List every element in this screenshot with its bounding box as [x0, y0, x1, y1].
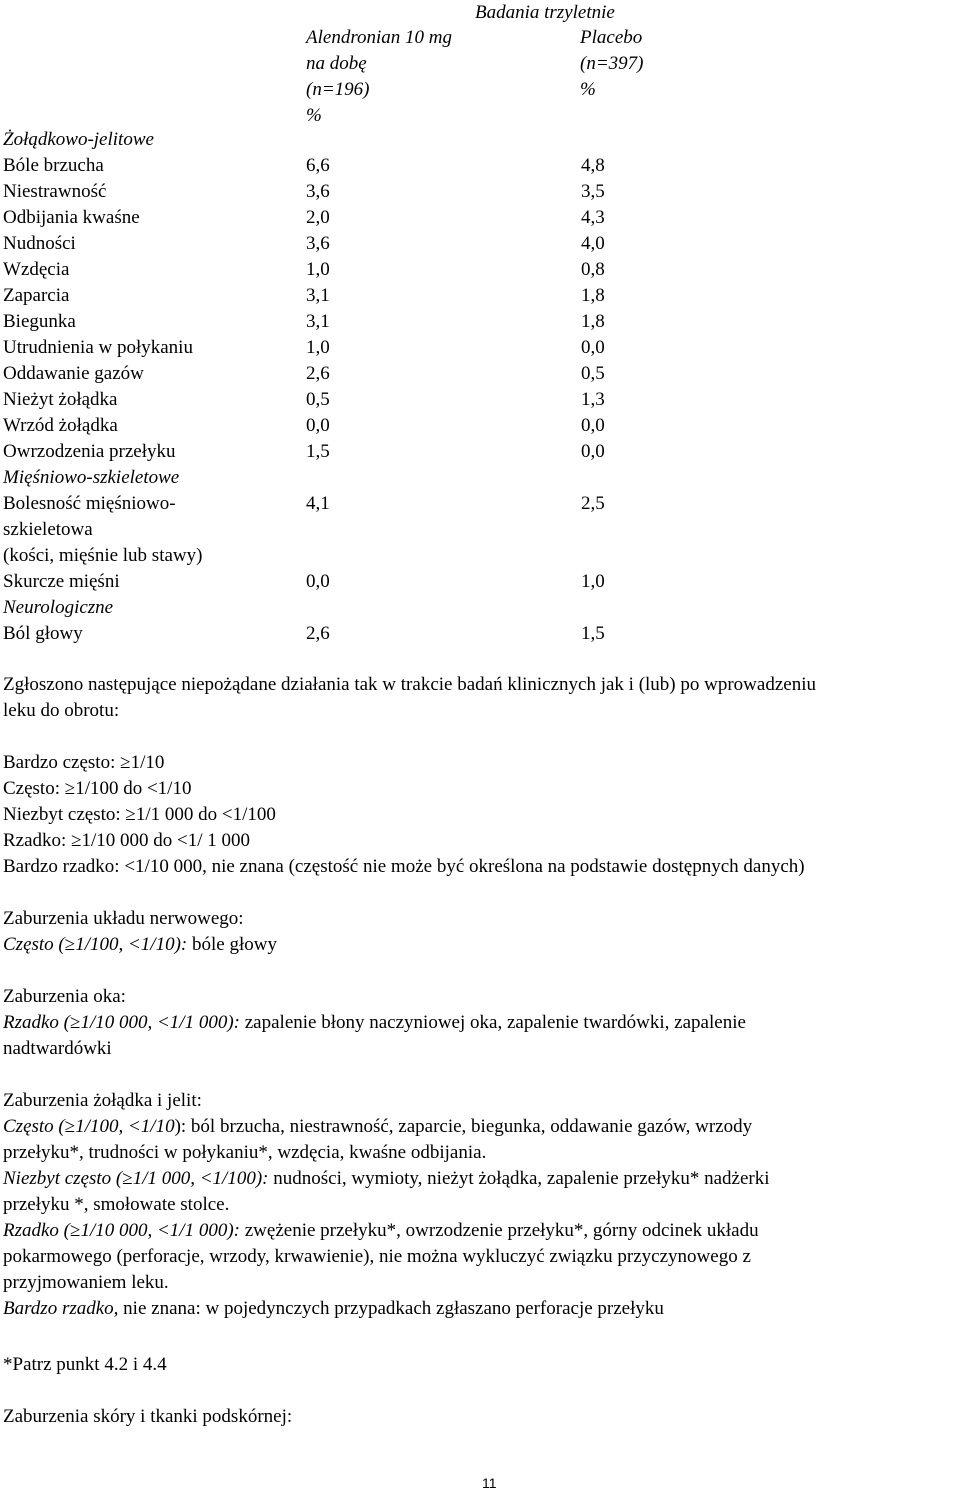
table-row — [3, 205, 953, 231]
effect-text: : w pojedynczych przypadkach zgłaszano perforacje przełyku — [195, 1298, 664, 1319]
nervous-common-line — [3, 932, 953, 958]
col1-header-line4: % — [306, 105, 322, 126]
alendronate-value: 3,1 — [306, 311, 330, 332]
alendronate-value: 0,0 — [306, 415, 330, 436]
freq-label: Niezbyt często: — [3, 804, 126, 825]
category-label: Mięśniowo-szkieletowe — [3, 467, 180, 488]
col1-header-line1: Alendronian 10 mg — [306, 27, 453, 48]
table-study-heading: Badania trzyletnie — [475, 2, 615, 23]
gi-uncommon-line — [3, 1166, 953, 1192]
effect-text: nudności, wymioty, nieżyt żołądka, zapalenie przełyku* nadżerki — [268, 1168, 770, 1189]
freq-label: Rzadko: — [3, 830, 72, 851]
ge-symbol: ≥ — [71, 830, 82, 851]
effect-text: zapalenie błony naczyniowej oka, zapalenie twardówki, zapalenie — [240, 1012, 746, 1033]
row-label: Nudności — [3, 233, 76, 254]
row-label: Wrzód żołądka — [3, 415, 118, 436]
row-label: Bolesność mięśniowo- — [3, 493, 176, 514]
row-label: Owrzodzenia przełyku — [3, 441, 176, 462]
table-row — [3, 309, 953, 335]
col2-header-line2: (n=397) — [580, 53, 644, 74]
table-row — [3, 491, 953, 517]
freq-very-common — [3, 750, 953, 776]
alendronate-value: 2,0 — [306, 207, 330, 228]
placebo-value: 1,8 — [581, 311, 605, 332]
placebo-value: 4,0 — [581, 233, 605, 254]
intro-paragraph — [3, 672, 953, 724]
gi-very-rare-line — [3, 1296, 953, 1322]
freq-rare — [3, 828, 953, 854]
ge-symbol: ≥ — [70, 1220, 81, 1241]
placebo-value: 0,0 — [581, 337, 605, 358]
row-label: Niestrawność — [3, 181, 107, 202]
freq-prefix: Niezbyt często ( — [3, 1168, 123, 1189]
skin-section-heading: Zaburzenia skóry i tkanki podskórnej: — [3, 1406, 293, 1427]
page-number: 11 — [482, 1475, 497, 1491]
row-label: Nieżyt żołądka — [3, 389, 118, 410]
alendronate-value: 3,1 — [306, 285, 330, 306]
freq-very-rare: Bardzo rzadko: <1/10 000, nie znana (częstość nie może być określona na podstawie dostępnych danych) — [3, 856, 805, 877]
table-row — [3, 179, 953, 205]
alendronate-value: 4,1 — [306, 493, 330, 514]
table-category-row — [3, 595, 953, 621]
placebo-value: 1,3 — [581, 389, 605, 410]
table-row — [3, 621, 953, 647]
effect-text: zwężenie przełyku*, owrzodzenie przełyku*, górny odcinek układu — [240, 1220, 759, 1241]
table-row — [3, 335, 953, 361]
freq-value: 1/10 — [130, 752, 165, 773]
table-row — [3, 413, 953, 439]
footnote: *Patrz punkt 4.2 i 4.4 — [3, 1354, 167, 1375]
alendronate-value: 1,0 — [306, 337, 330, 358]
table-row — [3, 569, 953, 595]
placebo-value: 1,5 — [581, 623, 605, 644]
freq-uncommon — [3, 802, 953, 828]
placebo-value: 3,5 — [581, 181, 605, 202]
freq-range: 1/100, <1/10 — [75, 1116, 175, 1137]
freq-range: 1/10 000, <1/1 000): — [80, 1012, 240, 1033]
ge-symbol: ≥ — [70, 1012, 81, 1033]
freq-prefix: Rzadko ( — [3, 1012, 71, 1033]
row-label: Zaparcia — [3, 285, 70, 306]
row-label: Bóle brzucha — [3, 155, 104, 176]
table-category-row — [3, 127, 953, 153]
gi-rare-line — [3, 1218, 953, 1244]
intro-line2: leku do obrotu: — [3, 700, 120, 721]
table-row — [3, 283, 953, 309]
row-label: Biegunka — [3, 311, 76, 332]
alendronate-value: 3,6 — [306, 181, 330, 202]
placebo-value: 0,8 — [581, 259, 605, 280]
nervous-system-section — [3, 906, 953, 958]
gi-section — [3, 1088, 953, 1322]
placebo-value: 0,0 — [581, 441, 605, 462]
row-label: Oddawanie gazów — [3, 363, 144, 384]
alendronate-value: 6,6 — [306, 155, 330, 176]
effect-text: ): ból brzucha, niestrawność, zaparcie, biegunka, oddawanie gazów, wrzody — [174, 1116, 753, 1137]
section-heading: Zaburzenia żołądka i jelit: — [3, 1090, 202, 1111]
row-label: Utrudnienia w połykaniu — [3, 337, 193, 358]
row-label: Skurcze mięśni — [3, 571, 120, 592]
freq-value: 1/1 000 do <1/100 — [135, 804, 276, 825]
freq-prefix: Bardzo rzadko, — [3, 1298, 119, 1319]
effect-text-continued: nadtwardówki — [3, 1038, 112, 1059]
category-label: Neurologiczne — [3, 597, 114, 618]
intro-line1: Zgłoszono następujące niepożądane działania tak w trakcie badań klinicznych jak i (lub) po wprowadzeniu — [3, 674, 816, 695]
freq-range: 1/100, <1/10): — [75, 934, 188, 955]
table-row-continued — [3, 543, 953, 569]
freq-unknown: nie znana — [118, 1298, 196, 1319]
alendronate-value: 1,5 — [306, 441, 330, 462]
table-row — [3, 439, 953, 465]
row-label: szkieletowa — [3, 519, 93, 540]
table-row-continued — [3, 517, 953, 543]
effect-text-continued: pokarmowego (perforacje, wrzody, krwawienie), nie można wykluczyć związku przyczynowego z — [3, 1246, 751, 1267]
effect-text-continued: przełyku *, smołowate stolce. — [3, 1194, 230, 1215]
freq-value: 1/10 000 do <1/ 1 000 — [81, 830, 251, 851]
freq-prefix: Często ( — [3, 1116, 65, 1137]
freq-label: Bardzo często: — [3, 752, 121, 773]
alendronate-value: 2,6 — [306, 623, 330, 644]
freq-range: 1/10 000, <1/1 000): — [80, 1220, 240, 1241]
row-label: Odbijania kwaśne — [3, 207, 140, 228]
table-row — [3, 387, 953, 413]
table-row — [3, 231, 953, 257]
table-row — [3, 153, 953, 179]
effect-text-continued: przyjmowaniem leku. — [3, 1272, 169, 1293]
section-heading: Zaburzenia układu nerwowego: — [3, 908, 244, 929]
row-label: (kości, mięśnie lub stawy) — [3, 545, 203, 566]
row-label: Ból głowy — [3, 623, 83, 644]
category-label: Żołądkowo-jelitowe — [3, 129, 154, 150]
effect-text: bóle głowy — [187, 934, 277, 955]
table-category-row — [3, 465, 953, 491]
ge-symbol: ≥ — [64, 778, 76, 799]
alendronate-value: 2,6 — [306, 363, 330, 384]
freq-prefix: Rzadko ( — [3, 1220, 71, 1241]
placebo-value: 0,0 — [581, 415, 605, 436]
col1-header-line2: na dobę — [306, 53, 367, 74]
col1-header-line3: (n=196) — [306, 79, 370, 100]
ge-symbol: ≥ — [125, 804, 136, 825]
ge-symbol: ≥ — [122, 1168, 133, 1189]
col2-header-line1: Placebo — [580, 27, 643, 48]
ge-symbol: ≥ — [64, 934, 76, 955]
row-label: Wzdęcia — [3, 259, 70, 280]
freq-range: 1/1 000, <1/100): — [132, 1168, 269, 1189]
frequency-definitions — [3, 750, 953, 880]
col2-header-line3: % — [580, 79, 596, 100]
freq-value: 1/100 do <1/10 — [75, 778, 192, 799]
alendronate-value: 3,6 — [306, 233, 330, 254]
alendronate-value: 0,0 — [306, 571, 330, 592]
eye-section — [3, 984, 953, 1062]
alendronate-value: 0,5 — [306, 389, 330, 410]
placebo-value: 4,3 — [581, 207, 605, 228]
table-row — [3, 361, 953, 387]
effect-text-continued: przełyku*, trudności w połykaniu*, wzdęcia, kwaśne odbijania. — [3, 1142, 487, 1163]
placebo-value: 4,8 — [581, 155, 605, 176]
freq-common — [3, 776, 953, 802]
placebo-value: 1,0 — [581, 571, 605, 592]
placebo-value: 0,5 — [581, 363, 605, 384]
freq-label: Często: — [3, 778, 65, 799]
freq-prefix: Często ( — [3, 934, 65, 955]
gi-common-line — [3, 1114, 953, 1140]
table-row — [3, 257, 953, 283]
alendronate-value: 1,0 — [306, 259, 330, 280]
ge-symbol: ≥ — [64, 1116, 76, 1137]
placebo-value: 2,5 — [581, 493, 605, 514]
eye-rare-line — [3, 1010, 953, 1036]
placebo-value: 1,8 — [581, 285, 605, 306]
section-heading: Zaburzenia oka: — [3, 986, 126, 1007]
ge-symbol: ≥ — [120, 752, 131, 773]
